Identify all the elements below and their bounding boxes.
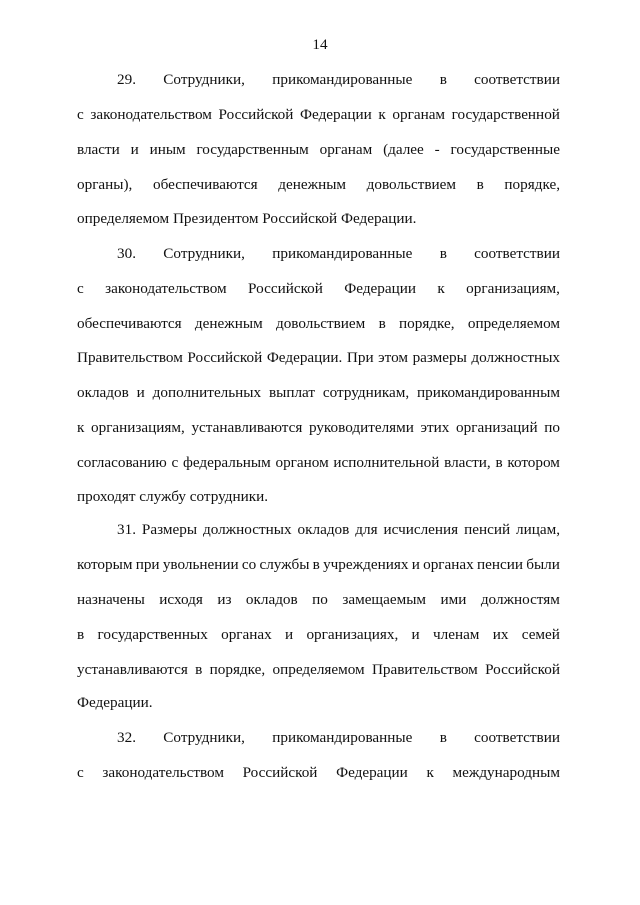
- text-line: с законодательством Российской Федерации к международным: [77, 764, 560, 781]
- text-line: назначены исходя из окладов по замещаемым ими должностям: [77, 591, 560, 608]
- text-line: 32. Сотрудники, прикомандированные в соответствии: [117, 729, 560, 746]
- text-line: 30. Сотрудники, прикомандированные в соответствии: [117, 245, 560, 262]
- text-line: власти и иным государственным органам (далее - государственные: [77, 141, 560, 158]
- page-number: 14: [312, 36, 328, 53]
- text-line: к организациям, устанавливаются руководителями этих организаций по: [77, 419, 560, 436]
- text-line: устанавливаются в порядке, определяемом Правительством Российской: [77, 661, 560, 678]
- text-line: согласованию с федеральным органом исполнительной власти, в котором: [77, 454, 560, 471]
- text-line: обеспечиваются денежным довольствием в порядке, определяемом: [77, 315, 560, 332]
- text-line: 31. Размеры должностных окладов для исчисления пенсий лицам,: [117, 521, 560, 538]
- text-line: в государственных органах и организациях, и членам их семей: [77, 626, 560, 643]
- text-line: Федерации.: [77, 694, 153, 711]
- text-line: органы), обеспечиваются денежным довольствием в порядке,: [77, 176, 560, 193]
- text-line: Правительством Российской Федерации. При этом размеры должностных: [77, 349, 560, 366]
- text-line: которым при увольнении со службы в учреждениях и органах пенсии были: [77, 556, 560, 573]
- text-line: определяемом Президентом Российской Федерации.: [77, 210, 417, 227]
- text-line: с законодательством Российской Федерации к организациям,: [77, 280, 560, 297]
- text-line: с законодательством Российской Федерации к органам государственной: [77, 106, 560, 123]
- text-line: 29. Сотрудники, прикомандированные в соответствии: [117, 71, 560, 88]
- text-line: окладов и дополнительных выплат сотрудникам, прикомандированным: [77, 384, 560, 401]
- text-line: проходят службу сотрудники.: [77, 488, 269, 505]
